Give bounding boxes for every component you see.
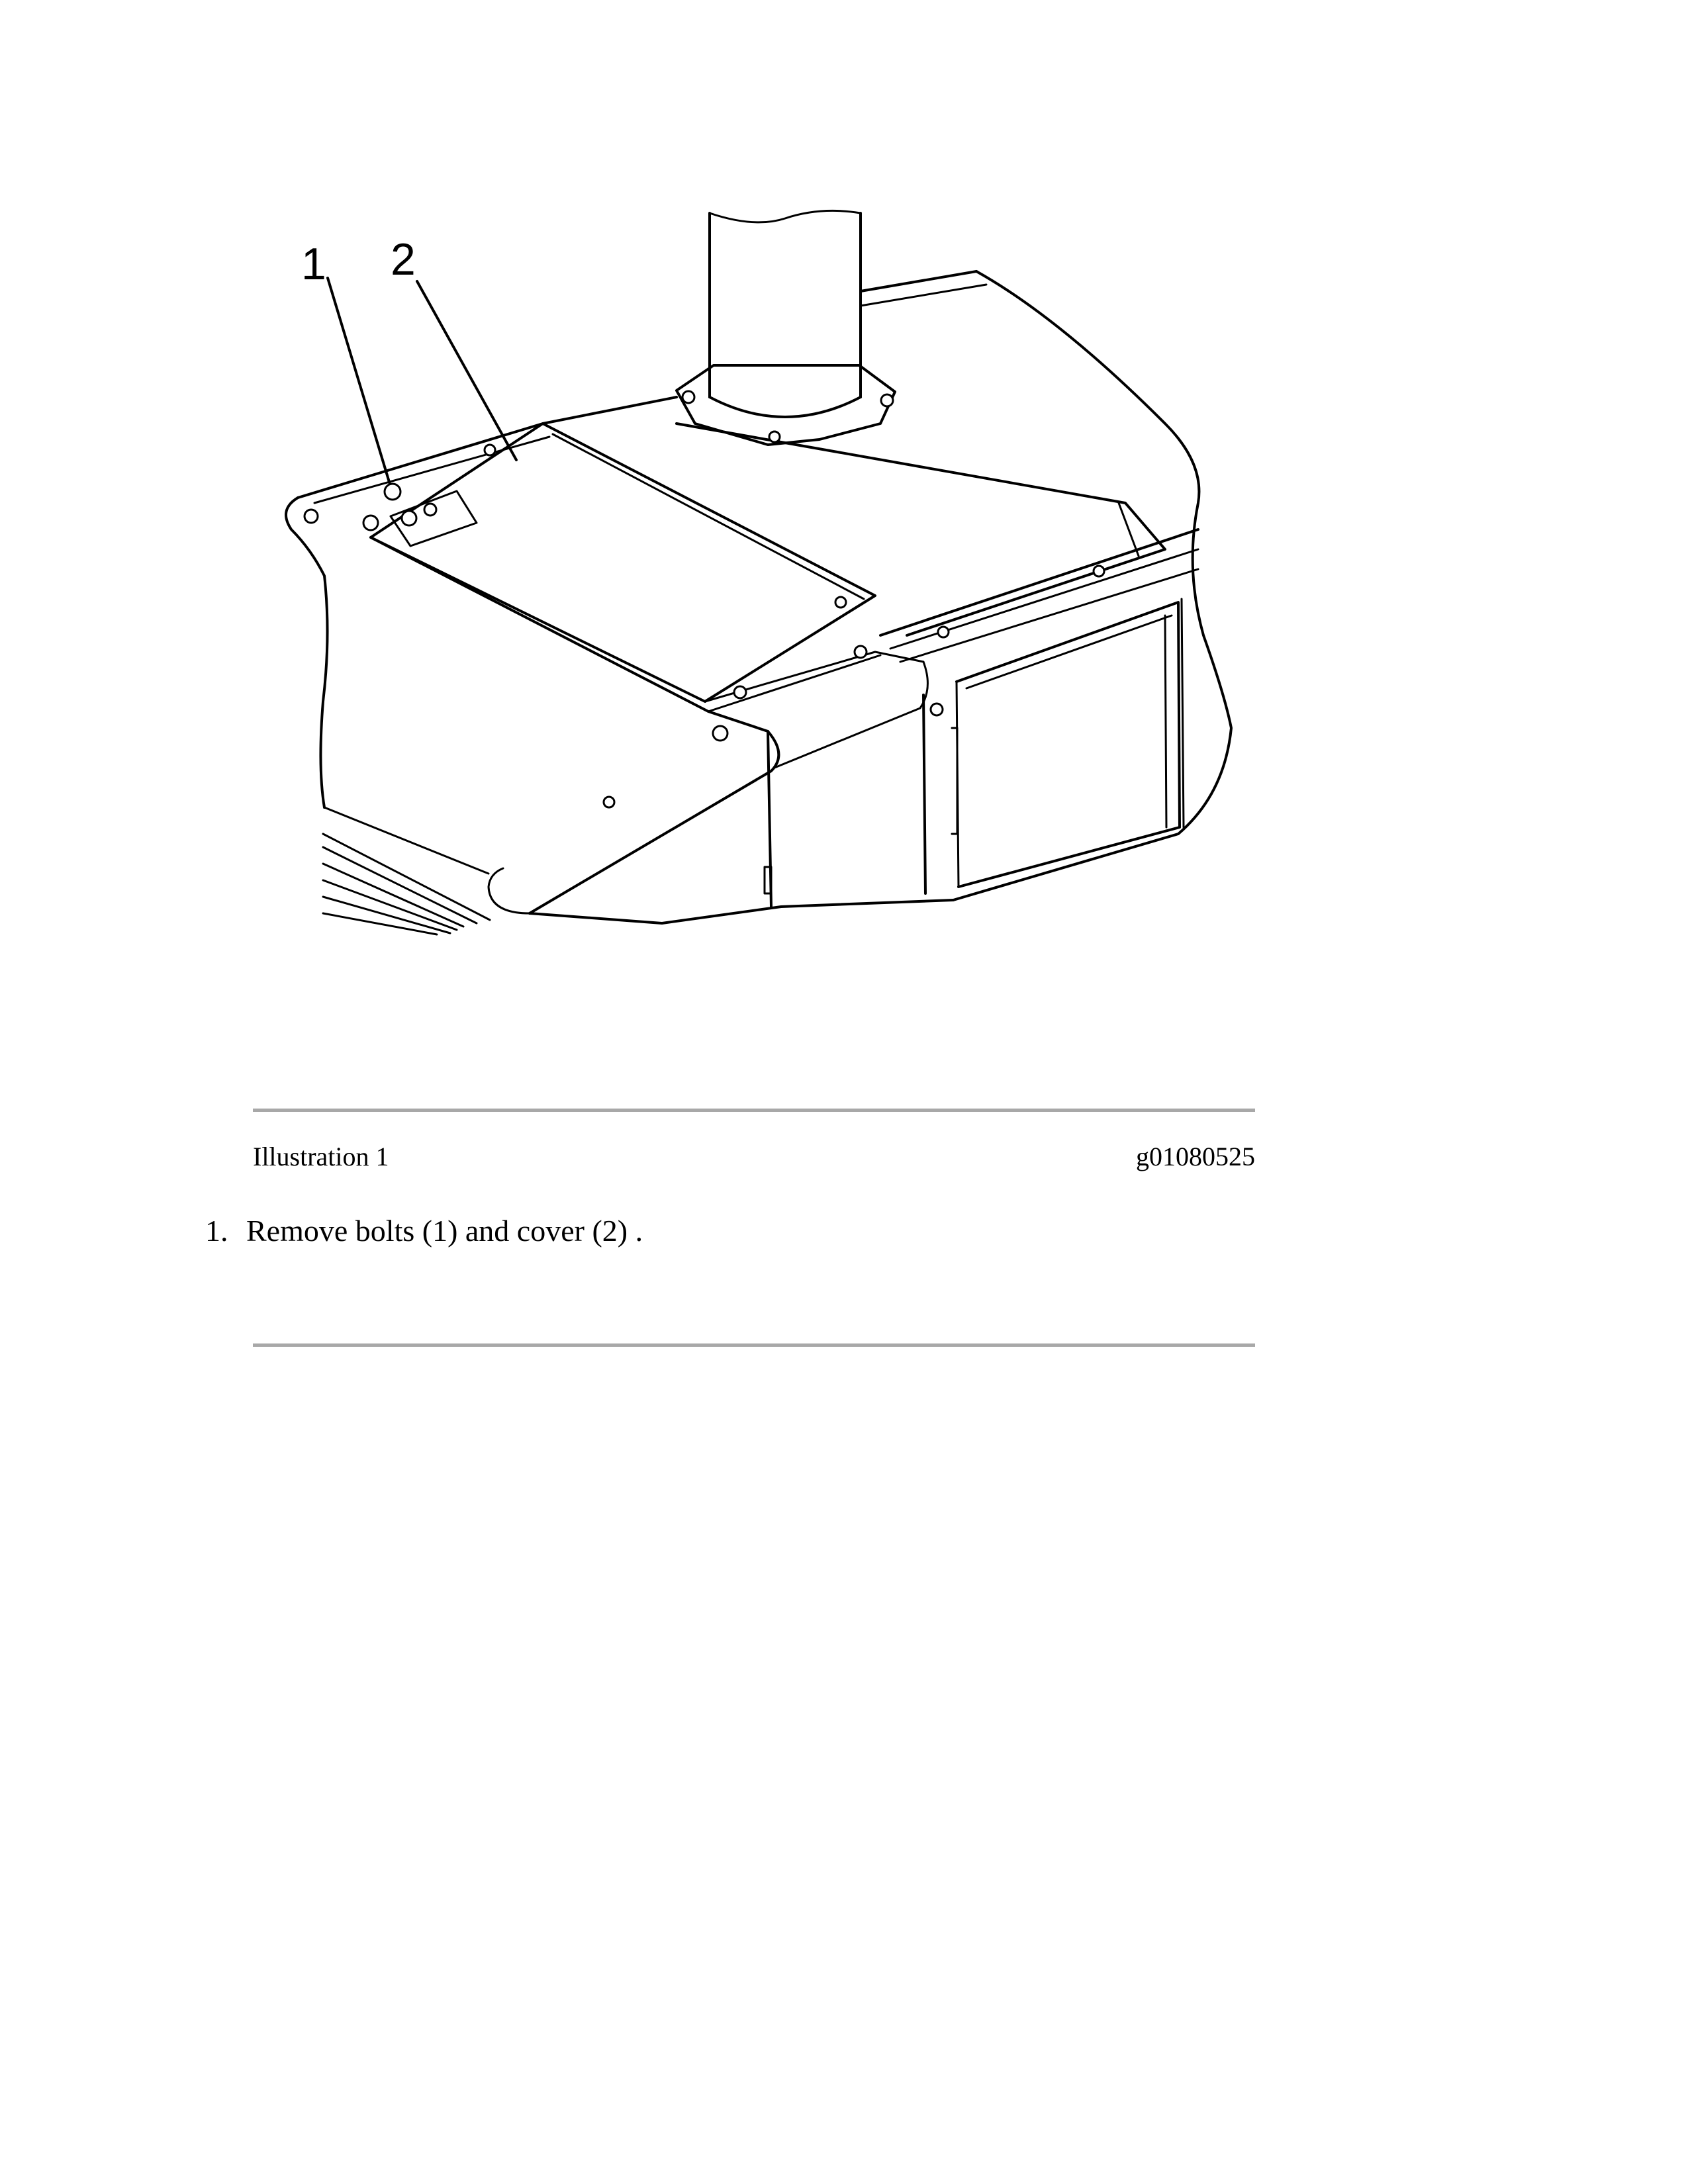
illustration-caption <box>253 1140 1255 1179</box>
door-left-edge <box>923 695 925 893</box>
front-bullnose <box>530 731 778 913</box>
callout-1: 1 <box>301 239 326 289</box>
bolt-icon <box>385 484 400 500</box>
bolt-icon <box>769 432 780 442</box>
graphic-id: g01080525 <box>1136 1142 1255 1171</box>
stack-base-curve <box>710 397 861 417</box>
machine-roof-drawing <box>0 0 1688 993</box>
bolt-icon <box>881 394 893 406</box>
bolt-icon <box>402 511 416 525</box>
step-text: Remove bolts (1) and cover (2) . <box>246 1214 643 1248</box>
bolt-icon <box>424 504 436 516</box>
right-break-outline <box>953 271 1231 900</box>
bolt-icon <box>604 797 614 807</box>
left-break-outline <box>286 498 328 807</box>
bolt-icon <box>1094 566 1104 576</box>
exhaust-stack-top-break <box>710 210 861 222</box>
callout-2: 2 <box>391 234 416 285</box>
bolt-icon <box>485 445 495 455</box>
callout-1-leader <box>328 278 391 486</box>
bolt-icon <box>855 646 867 658</box>
bolt-icon <box>835 597 846 608</box>
illustration-figure <box>0 0 1688 993</box>
procedure-step <box>205 1211 1264 1251</box>
section-divider-bottom <box>253 1343 1255 1347</box>
bolt-icon <box>682 391 694 403</box>
door-hinge <box>952 728 957 834</box>
bolt-icon <box>734 686 746 698</box>
bolt-icon <box>363 516 378 530</box>
bolt-icon <box>305 510 318 523</box>
bolt-icon <box>938 627 949 637</box>
bolt-icon <box>713 726 727 741</box>
bottom-edge <box>530 900 953 923</box>
caption-label: Illustration 1 <box>253 1142 389 1171</box>
callout-2-leader <box>417 281 516 460</box>
procedure-steps <box>205 1211 1264 1251</box>
step-number: 1. <box>205 1214 228 1248</box>
caption-divider-top <box>253 1109 1255 1112</box>
bolt-icon <box>931 704 943 715</box>
